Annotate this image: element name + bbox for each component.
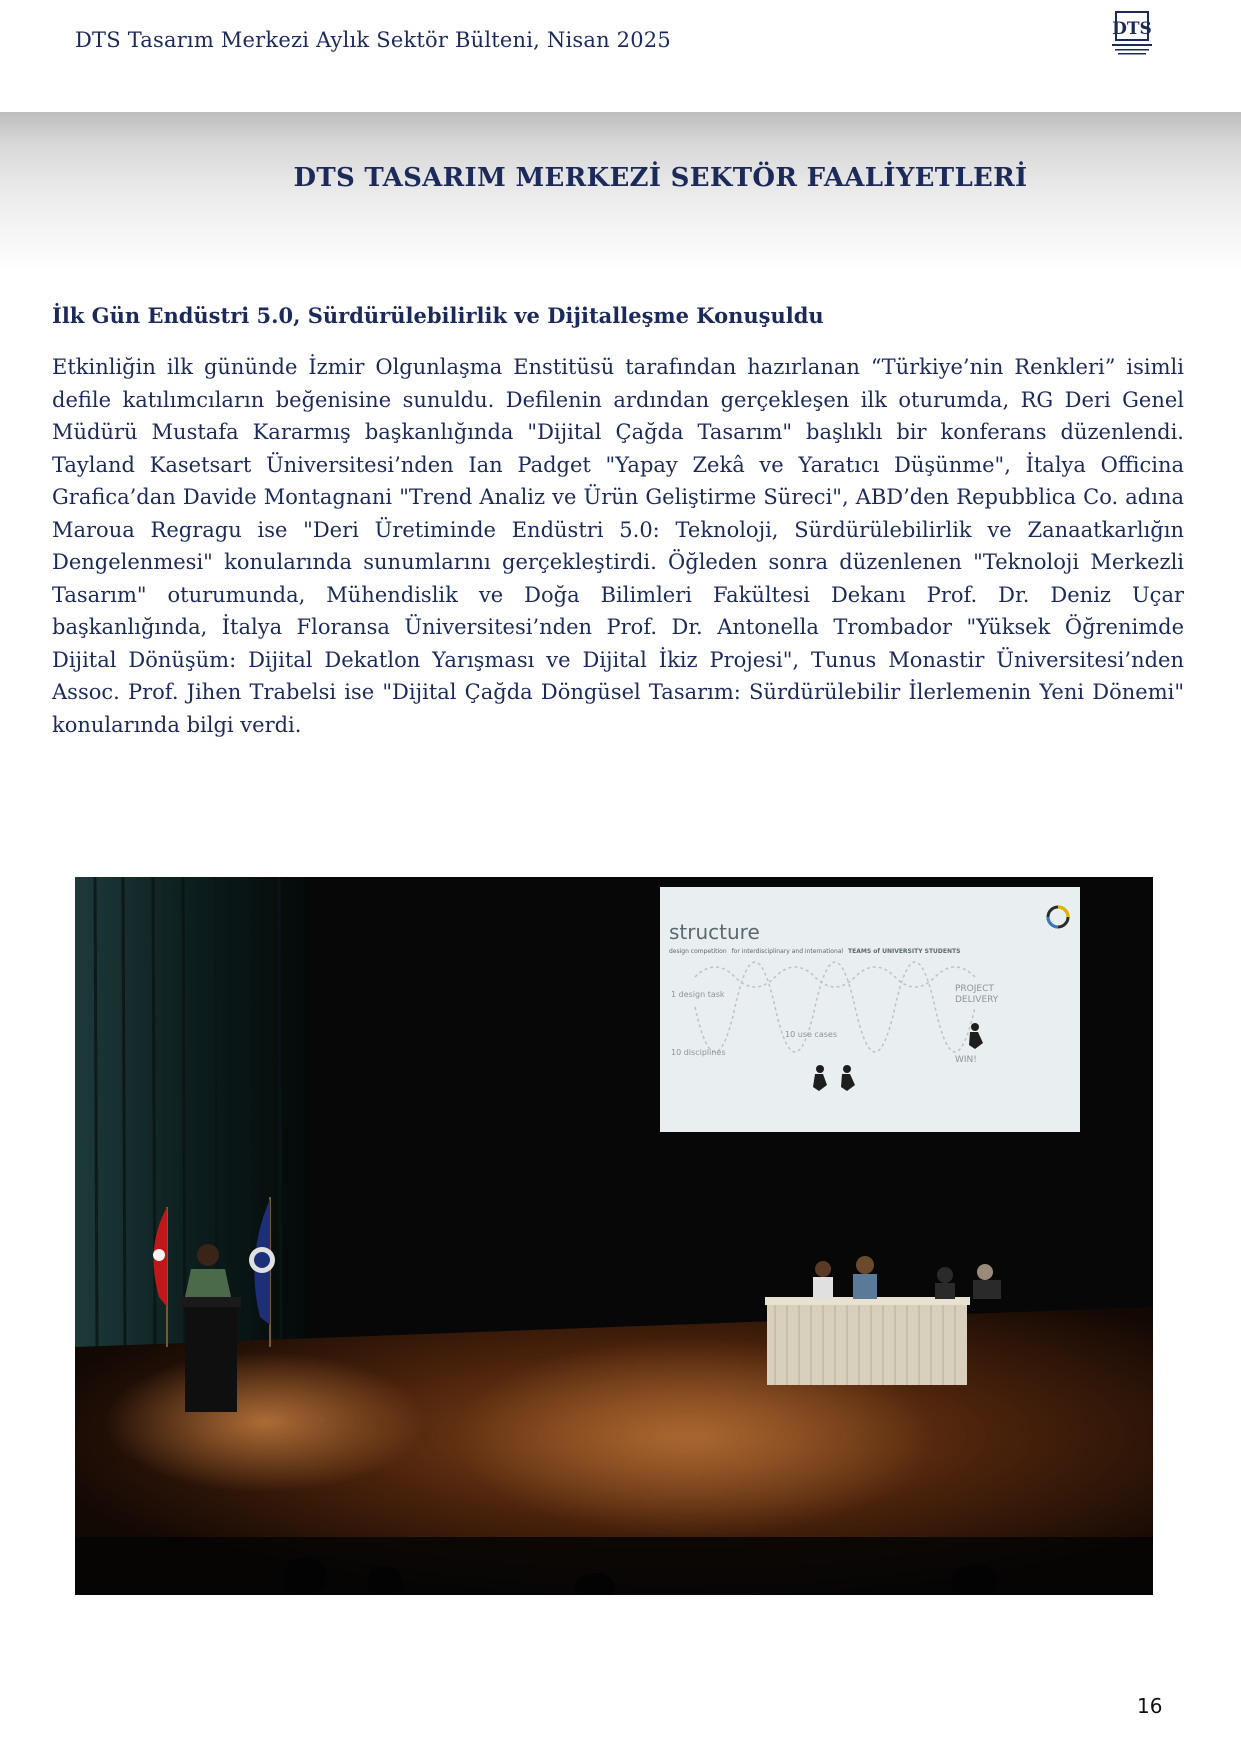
svg-text:design competition for bbox=[669, 948, 960, 955]
conference-photo bbox=[75, 877, 1153, 1595]
banner-title: DTS TASARIM MERKEZİ SEKTÖR FAALİYETLERİ bbox=[293, 163, 1028, 193]
article-body: Etkinliğin ilk gününde İzmir Olgunlaşma Enstitüsü tarafından hazırlanan “Türkiye’nin Renkleri” isimli defile katılımcıların beğenisine sunuldu. Defilenin ardından gerçekleşen ilk oturumda, RG Deri Genel Müdürü Mustafa Kararmış başkanlığında "Dijital Çağda Tasarım" başlıklı bir konferans düzenlendi. Tayland Kasetsart Üniversitesi’nden Ian Padget "Yapay Zekâ ve Yaratıcı Düşünme", İtalya Officina Grafica’dan Davide Montagnani "Trend Analiz ve Ürün Geliştirme Süreci", ABD’den Repubblica Co. adına Maroua Regragu ise "Deri Üretiminde Endüstri 5.0: Teknoloji, Sürdürülebilirlik ve Zanaatkarlığın Dengelenmesi" konularında sunumlarını gerçekleştirdi. Öğleden sonra düzenlenen "Teknoloji Merkezli Tasarım" oturumunda, Mühendislik ve Doğa Bilimleri Fakültesi Dekanı Prof. Dr. Deniz Uçar başkanlığında, İtalya Floransa Üniversitesi’nden Prof. Dr. Antonella Trombador "Yüksek Öğrenimde Dijital Dönüşüm: Dijital Dekatlon Yarışması ve Dijital İkiz Projesi", Tunus Monastir Üniversitesi’nden Assoc. Prof. Jihen Trabelsi ise "Dijital Çağda Döngüsel Tasarım: Sürdürülebilir İlerlemenin Yeni Dönemi" konularında bilgi verdi. bbox=[52, 355, 1184, 737]
logo-mark-text: DTS bbox=[1112, 19, 1152, 39]
slide-win-label: WIN! bbox=[955, 1055, 977, 1065]
slide-title: structure bbox=[669, 920, 760, 944]
slide-right-label-1: PROJECT bbox=[955, 984, 994, 994]
slide-subtitle-prefix: design competition bbox=[669, 948, 727, 955]
slide-left-label-2: 10 disciplines bbox=[671, 1048, 726, 1057]
slide-middle-label: 10 use cases bbox=[785, 1030, 837, 1039]
article-heading: İlk Gün Endüstri 5.0, Sürdürülebilirlik ve Dijitalleşme Konuşuldu bbox=[52, 303, 824, 328]
dts-logo bbox=[1106, 10, 1158, 56]
slide-subtitle-bold: TEAMS of UNIVERSITY STUDENTS bbox=[848, 948, 961, 955]
page-number: 16 bbox=[1137, 1694, 1163, 1718]
slide-right-label-2: DELIVERY bbox=[955, 995, 999, 1005]
projection-screen bbox=[660, 887, 1080, 1132]
slide-left-label-1: 1 design task bbox=[671, 990, 725, 999]
running-header-title: DTS Tasarım Merkezi Aylık Sektör Bülteni, Nisan 2025 bbox=[75, 28, 671, 52]
slide-subtitle-rest: for interdisciplinary and international bbox=[731, 948, 844, 955]
